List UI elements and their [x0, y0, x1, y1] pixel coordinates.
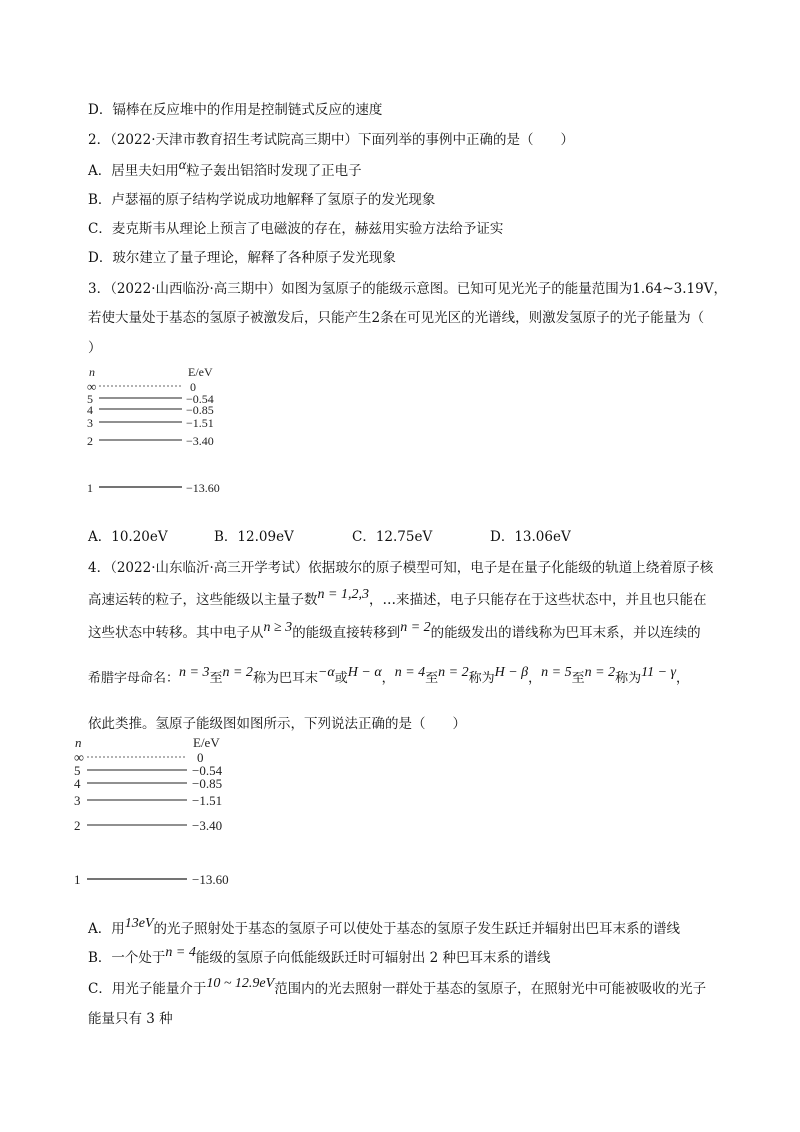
q4-option-a-post: 的光子照射处于基态的氢原子可以使处于基态的氢原子发生跃迁并辐射出巴耳末系的谱线	[153, 921, 681, 937]
q4-level-n-5: 5	[74, 763, 81, 778]
q4-line2-math: n = 1,2,3	[317, 587, 369, 602]
q4-line3-a: 这些状态中转移。其中电子从	[88, 625, 264, 641]
q4-level-e-inf: 0	[197, 750, 204, 765]
q4-option-c-post: 范围内的光去照射一群处于基态的氢原子，在照射光中可能被吸收的光子	[274, 981, 707, 997]
q3-level-e-1: −13.60	[186, 481, 220, 495]
q4-line4-e: ，	[381, 671, 395, 686]
q2-option-b: B．卢瑟福的原子结构学说成功地解释了氢原子的发光现象	[88, 192, 436, 208]
q3-level-e-4: −0.85	[186, 403, 214, 417]
q4-stem-line4	[88, 667, 689, 687]
q4-line4-h: ，	[528, 671, 542, 686]
q4-option-b-post: 能级的氢原子向低能级跃迁时可辐射出 2 种巴耳末系的谱线	[195, 950, 551, 966]
q4-stem-line5: 依此类推。氢原子能级图如图所示，下列说法正确的是（ ）	[88, 716, 466, 732]
q3-option-c: C．12.75eV	[352, 529, 433, 545]
q4-line4-math4: H − α	[347, 665, 382, 680]
q4-stem-line1: 4．（2022·山东临沂·高三开学考试）依据玻尔的原子模型可知，电子是在量子化能级的轨道上绕着原子核	[88, 560, 714, 576]
q3-level-n-5: 5	[87, 392, 93, 406]
q4-line4-i: 至	[571, 671, 585, 686]
q4-line4-f: 至	[425, 671, 439, 686]
q3-level-e-inf: 0	[190, 380, 196, 394]
q4-option-c-math: 10 ~ 12.9eV	[206, 976, 275, 991]
q3-level-n-inf: ∞	[87, 379, 97, 394]
q3-energy-axis-label: E/eV	[188, 365, 213, 379]
q4-line4-math10: 11 − γ	[641, 665, 677, 680]
q2-option-a-post: 粒子轰出铝箔时发现了正电子	[186, 163, 362, 179]
q3-stem-line2: 若使大量处于基态的氢原子被激发后，只能产生2条在可见光区的光谱线，则激发氢原子的光子能量为（	[88, 310, 705, 326]
q4-stem-line3	[88, 621, 701, 642]
q4-line3-b: 的能级直接转移到	[292, 625, 401, 641]
q4-option-a-math: 13eV	[124, 916, 154, 931]
q4-stem-line2	[88, 588, 706, 609]
q2-option-a	[88, 159, 362, 180]
q4-line4-math9: n = 2	[584, 665, 616, 680]
q4-line4-b: 至	[209, 671, 223, 686]
q4-option-b-pre: B．一个处于	[88, 950, 166, 966]
q4-line3-math2: n = 2	[400, 620, 431, 635]
q4-line4-math5: n = 4	[394, 665, 426, 680]
q3-level-n-1: 1	[87, 481, 93, 495]
q2-option-a-math: α	[178, 158, 187, 173]
q4-level-e-5: −0.54	[192, 763, 223, 778]
q4-level-n-2: 2	[74, 818, 81, 833]
q3-level-n-2: 2	[87, 434, 93, 448]
q4-level-n-3: 3	[74, 793, 81, 808]
q4-line2-post: ，…来描述，电子只能存在于这些状态中，并且也只能在	[368, 592, 707, 608]
q2-option-d: D．玻尔建立了量子理论，解释了各种原子发光现象	[88, 250, 396, 266]
q2-option-a-pre: A．居里夫妇用	[88, 163, 179, 179]
q4-line4-math3: −α	[317, 665, 335, 680]
q4-option-c-pre: C．用光子能量介于	[88, 981, 207, 997]
q3-option-a: A．10.20eV	[88, 529, 168, 545]
q4-level-e-4: −0.85	[192, 776, 223, 791]
q3-stem-line1: 3．（2022·山西临汾·高三期中）如图为氢原子的能级示意图。已知可见光光子的能量范围为1.64~3.19V，	[88, 281, 727, 297]
q4-option-c	[88, 977, 706, 998]
q3-level-e-2: −3.40	[186, 434, 214, 448]
q4-n-axis-label: n	[75, 735, 82, 750]
q4-level-n-1: 1	[74, 872, 81, 887]
q3-level-n-4: 4	[87, 403, 93, 417]
q4-option-b-math: n = 4	[165, 945, 196, 960]
q4-level-e-3: −1.51	[192, 793, 223, 808]
q2-option-c: C．麦克斯韦从理论上预言了电磁波的存在，赫兹用实验方法给予证实	[88, 221, 504, 237]
q4-energy-axis-label: E/eV	[193, 735, 220, 750]
q4-line4-math6: n = 2	[438, 665, 469, 680]
q4-option-a	[88, 917, 680, 938]
q4-line4-math2: n = 2	[222, 665, 253, 680]
q4-line4-a: 希腊字母命名：	[88, 671, 180, 686]
q4-level-n-inf: ∞	[74, 751, 84, 766]
q4-line4-k: ，	[676, 671, 690, 686]
q3-stem-line3: ）	[88, 340, 102, 356]
q3-level-e-5: −0.54	[186, 392, 214, 406]
q4-line4-math7: H − β	[494, 665, 529, 680]
q4-line3-math1: n ≥ 3	[263, 620, 293, 635]
q4-line4-c: 称为巴耳末	[252, 671, 318, 686]
q3-n-axis-label: n	[89, 365, 95, 379]
q4-level-n-4: 4	[74, 776, 81, 791]
q4-line2-pre: 高速运转的粒子，这些能级以主量子数	[88, 592, 318, 608]
q4-level-e-1: −13.60	[192, 872, 229, 887]
q4-level-e-2: −3.40	[192, 818, 223, 833]
q4-line4-j: 称为	[615, 671, 642, 686]
q4-option-c-line2: 能量只有 3 种	[88, 1011, 173, 1027]
q4-line4-math8: n = 5	[541, 665, 572, 680]
q4-option-b	[88, 946, 551, 967]
q4-line4-d: 或	[334, 671, 348, 686]
q4-line3-c: 的能级发出的谱线称为巴耳末系，并以连续的	[430, 625, 701, 641]
q4-option-a-pre: A．用	[88, 921, 125, 937]
q3-option-b: B．12.09eV	[214, 529, 294, 545]
q3-option-d: D．13.06eV	[490, 529, 571, 545]
q4-line4-g: 称为	[468, 671, 495, 686]
q4-line4-math1: n = 3	[179, 665, 210, 680]
q3-level-n-3: 3	[87, 416, 93, 430]
q1-option-d: D．镉棒在反应堆中的作用是控制链式反应的速度	[88, 102, 383, 118]
q2-stem: 2．（2022·天津市教育招生考试院高三期中）下面列举的事例中正确的是（ ）	[88, 132, 574, 148]
q3-level-e-3: −1.51	[186, 416, 214, 430]
